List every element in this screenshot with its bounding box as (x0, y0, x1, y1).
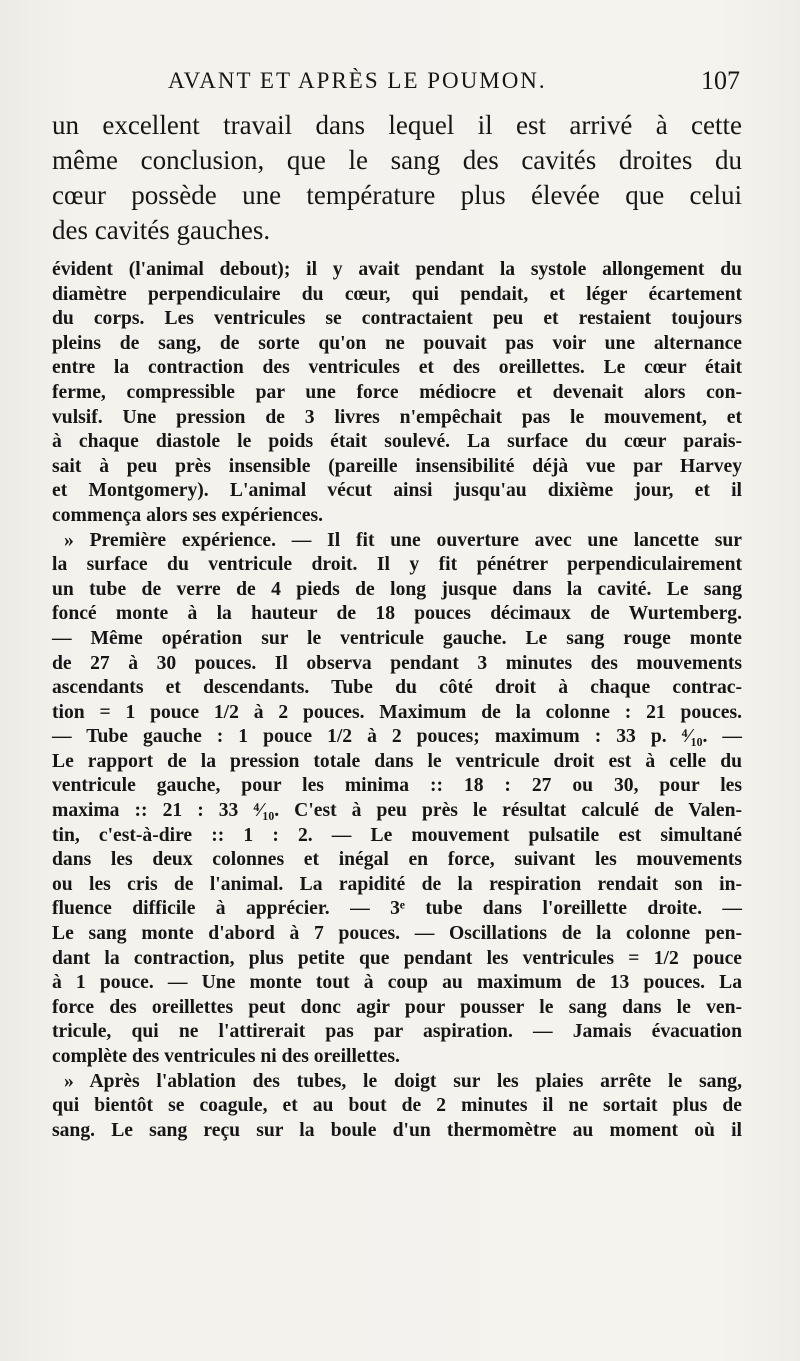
text-line: sang. Le sang reçu sur la boule d'un thermomètre au moment où il (52, 1119, 742, 1141)
text-line: diamètre perpendiculaire du cœur, qui pendait, et léger écartement (52, 283, 742, 305)
text-line: ferme, compressible par une force médiocre et devenait alors con- (52, 381, 742, 403)
text-line: » Après l'ablation des tubes, le doigt sur les plaies arrête le sang, (64, 1070, 742, 1092)
text-line: tin, c'est-à-dire :: 1 : 2. — Le mouvement pulsatile est simultané (52, 824, 742, 846)
text-line: même conclusion, que le sang des cavités droites du (52, 145, 742, 175)
page-header (60, 68, 740, 108)
text-line: à chaque diastole le poids était soulevé. La surface du cœur parais- (52, 431, 742, 453)
text-line: qui bientôt se coagule, et au bout de 2 minutes il ne sortait plus de (52, 1095, 742, 1117)
text-line: — Même opération sur le ventricule gauche. Le sang rouge monte (52, 627, 742, 649)
running-title: AVANT ET APRÈS LE POUMON. (168, 68, 547, 93)
text-line: tricule, qui ne l'attirerait pas par aspiration. — Jamais évacuation (52, 1021, 742, 1043)
text-line: — Tube gauche : 1 pouce 1/2 à 2 pouces; maximum : 33 p. ⁴⁄₁₀. — (52, 726, 742, 748)
text-line: Le rapport de la pression totale dans le ventricule droit est à celle du (52, 750, 742, 772)
text-line: fluence difficile à apprécier. — 3ᵉ tube dans l'oreillette droite. — (52, 898, 742, 920)
text-line: entre la contraction des ventricules et des oreillettes. Le cœur était (52, 357, 742, 379)
text-line: un tube de verre de 4 pieds de long jusque dans la cavité. Le sang (52, 578, 742, 600)
text-line: sait à peu près insensible (pareille insensibilité déjà vue par Harvey (52, 455, 742, 477)
paragraph-large (52, 108, 742, 248)
paragraph-small (52, 258, 742, 1143)
text-line: des cavités gauches. (52, 215, 271, 245)
text-line: dans les deux colonnes et inégal en force, suivant les mouvements (52, 849, 742, 871)
text-line: du corps. Les ventricules se contractaient peu et restaient toujours (52, 308, 742, 330)
text-line: à 1 pouce. — Une monte tout à coup au maximum de 13 pouces. La (52, 972, 742, 994)
text-line: de 27 à 30 pouces. Il observa pendant 3 minutes des mouvements (52, 652, 742, 674)
text-line: évident (l'animal debout); il y avait pendant la systole allongement du (52, 259, 742, 280)
text-line: pleins de sang, de sorte qu'on ne pouvait pas voir une alternance (52, 332, 742, 354)
text-line: cœur possède une température plus élevée que celui (52, 180, 742, 210)
text-line: Le sang monte d'abord à 7 pouces. — Oscillations de la colonne pen- (52, 923, 742, 945)
text-line: dant la contraction, plus petite que pendant les ventricules = 1/2 pouce (52, 947, 742, 969)
page-number: 107 (701, 66, 740, 95)
text-line: complète des ventricules ni des oreillettes. (52, 1046, 400, 1067)
text-line: un excellent travail dans lequel il est arrivé à cette (52, 110, 742, 140)
text-line: » Première expérience. — Il fit une ouverture avec une lancette sur (64, 529, 742, 551)
text-line: foncé monte à la hauteur de 18 pouces décimaux de Wurtemberg. (52, 603, 742, 625)
text-line: tion = 1 pouce 1/2 à 2 pouces. Maximum de la colonne : 21 pouces. (52, 701, 742, 723)
text-line: ou les cris de l'animal. La rapidité de la respiration rendait son in- (52, 873, 742, 895)
text-line: et Montgomery). L'animal vécut ainsi jusqu'au dixième jour, et il (52, 480, 742, 502)
text-line: la surface du ventricule droit. Il y fit pénétrer perpendiculairement (52, 554, 742, 576)
text-line: vulsif. Une pression de 3 livres n'empêchait pas le mouvement, et (52, 406, 742, 428)
text-line: commença alors ses expériences. (52, 504, 323, 526)
text-line: maxima :: 21 : 33 ⁴⁄₁₀. C'est à peu près le résultat calculé de Valen- (52, 800, 742, 822)
text-line: ascendants et descendants. Tube du côté droit à chaque contrac- (52, 677, 742, 699)
text-line: force des oreillettes peut donc agir pour pousser le sang dans le ven- (52, 996, 742, 1018)
text-line: ventricule gauche, pour les minima :: 18 : 27 ou 30, pour les (52, 775, 742, 797)
